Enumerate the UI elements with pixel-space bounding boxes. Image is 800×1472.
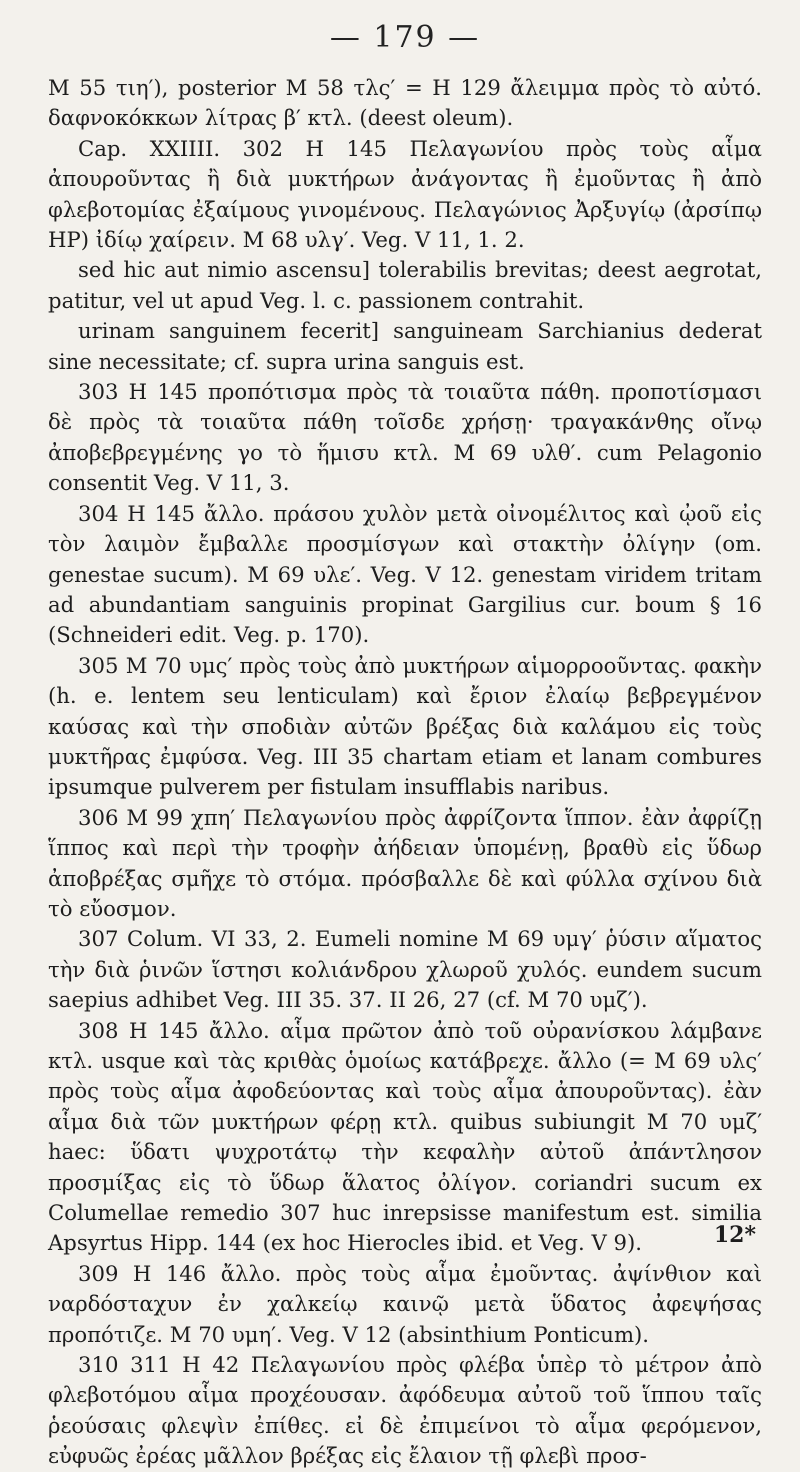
paragraph: 310 311 H 42 Πελαγωνίου πρὸς φλέβα ὑπὲρ τὸ μέτρον ἀπὸ φλεβοτόμου αἷμα προχέουσαν. ἀφόδευμα αὐτοῦ τοῦ ἵππου ταῖς ῥεούσαις φλεψὶν ἐπίθες. εἰ δὲ ἐπιμείνοι τὸ αἷμα φερόμενον, εὐφυῶς ἐρέας μᾶλλον βρέξας εἰς ἔλαιον τῇ φλεβὶ προσ- xyxy=(48,1352,762,1469)
paragraph: M 55 τιη′), posterior M 58 τλς′ = H 129 ἄλειμμα πρὸς τὸ αὐτό. δαφνοκόκκων λίτρας β′ κτλ. (deest oleum). xyxy=(48,75,762,131)
paragraph: 306 M 99 χπη′ Πελαγωνίου πρὸς ἀφρίζοντα ἵππον. ἐὰν ἀφρίζῃ ἵππος καὶ περὶ τὴν τροφὴν ἀήδειαν ὑπομένῃ, βραθὺ εἰς ὕδωρ ἀποβρέξας σμῆχε τὸ στόμα. πρόσβαλλε δὲ καὶ φύλλα σχίνου διὰ τὸ εὔοσμον. xyxy=(48,804,762,921)
signature-mark: 12* xyxy=(713,1222,756,1248)
paragraph: 307 Colum. VI 33, 2. Eumeli nomine M 69 υμγ′ ῥύσιν αἵματος τὴν διὰ ῥινῶν ἵστησι κολιάνδρου χλωροῦ χυλός. eundem sucum saepius adhibet Veg. III 35. 37. II 26, 27 (cf. M 70 υμζ′). xyxy=(48,926,762,1013)
paragraph: 305 M 70 υμς′ πρὸς τοὺς ἀπὸ μυκτήρων αἱμορροοῦντας. φακὴν (h. e. lentem seu lenticulam) καὶ ἔριον ἐλαίῳ βεβρεγμένον καύσας καὶ τὴν σποδιὰν αὐτῶν βρέξας διὰ καλάμου εἰς τοὺς μυκτῆρας ἐμφύσα. Veg. III 35 chartam etiam et lanam combures ipsumque pulverem per fistulam insufflabis naribus. xyxy=(48,652,762,800)
paragraph: 304 H 145 ἄλλο. πράσου χυλὸν μετὰ οἰνομέλιτος καὶ ᾠοῦ εἰς τὸν λαιμὸν ἔμβαλλε προσμίσγων καὶ στακτὴν ὀλίγην (om. genestae sucum). M 69 υλε′. Veg. V 12. genestam viridem tritam ad abundantiam sanguinis propinat Gargilius cur. boum § 16 (Schneideri edit. Veg. p. 170). xyxy=(48,500,762,648)
paragraph: 309 H 146 ἄλλο. πρὸς τοὺς αἷμα ἐμοῦντας. ἀψίνθιον καὶ ναρδόσταχυν ἐν χαλκείῳ καινῷ μετὰ ὕδατος ἀφεψήσας προπότιζε. M 70 υμη′. Veg. V 12 (absinthium Ponticum). xyxy=(48,1260,762,1347)
paragraph: Cap. XXIIII. 302 H 145 Πελαγωνίου πρὸς τοὺς αἷμα ἀπουροῦντας ἢ διὰ μυκτήρων ἀνάγοντας ἢ ἐμοῦντας ἢ ἀπὸ φλεβοτομίας ἐξαίμους γινομένους. Πελαγώνιος Ἀρξυγίῳ (ἀρσίπῳ HP) ἰδίῳ χαίρειν. M 68 υλγ′. Veg. V 11, 1. 2. xyxy=(48,135,762,253)
paragraph: 303 H 145 προπότισμα πρὸς τὰ τοιαῦτα πάθη. προποτίσμασι δὲ πρὸς τὰ τοιαῦτα πάθη τοῖσδε χρήσῃ· τραγακάνθης οἴνῳ ἀποβεβρεγμένης γο τὸ ἥμισυ κτλ. M 69 υλθ′. cum Pelagonio consentit Veg. V 11, 3. xyxy=(48,379,762,496)
paragraph: urinam sanguinem fecerit] sanguineam Sarchianius dederat sine necessitate; cf. supra urina sanguis est. xyxy=(48,318,762,374)
page-number: — 179 — xyxy=(329,20,481,55)
paragraph: 308 H 145 ἄλλο. αἷμα πρῶτον ἀπὸ τοῦ οὐρανίσκου λάμβανε κτλ. usque καὶ τὰς κριθὰς ὁμοίως κατάβρεχε. ἄλλο (= M 69 υλς′ πρὸς τοὺς αἷμα ἀφοδεύοντας καὶ τοὺς αἷμα ἀπουροῦντας). ἐὰν αἷμα διὰ τῶν μυκτήρων φέρῃ κτλ. quibus subiungit M 70 υμζ′ haec: ὕδατι ψυχροτάτῳ τὴν κεφαλὴν αὐτοῦ ἀπάντλησον προσμίξας εἰς τὸ ὕδωρ ἅλατος ὀλίγον. coriandri sucum ex Columellae remedio 307 huc inrepsisse manifestum est. similia Apsyrtus Hipp. 144 (ex hoc Hierocles ibid. et Veg. V 9). xyxy=(48,1017,762,1256)
paragraph: sed hic aut nimio ascensu] tolerabilis brevitas; deest aegrotat, patitur, vel ut apud Veg. l. c. passionem contrahit. xyxy=(48,257,762,313)
body-text xyxy=(48,73,762,1472)
